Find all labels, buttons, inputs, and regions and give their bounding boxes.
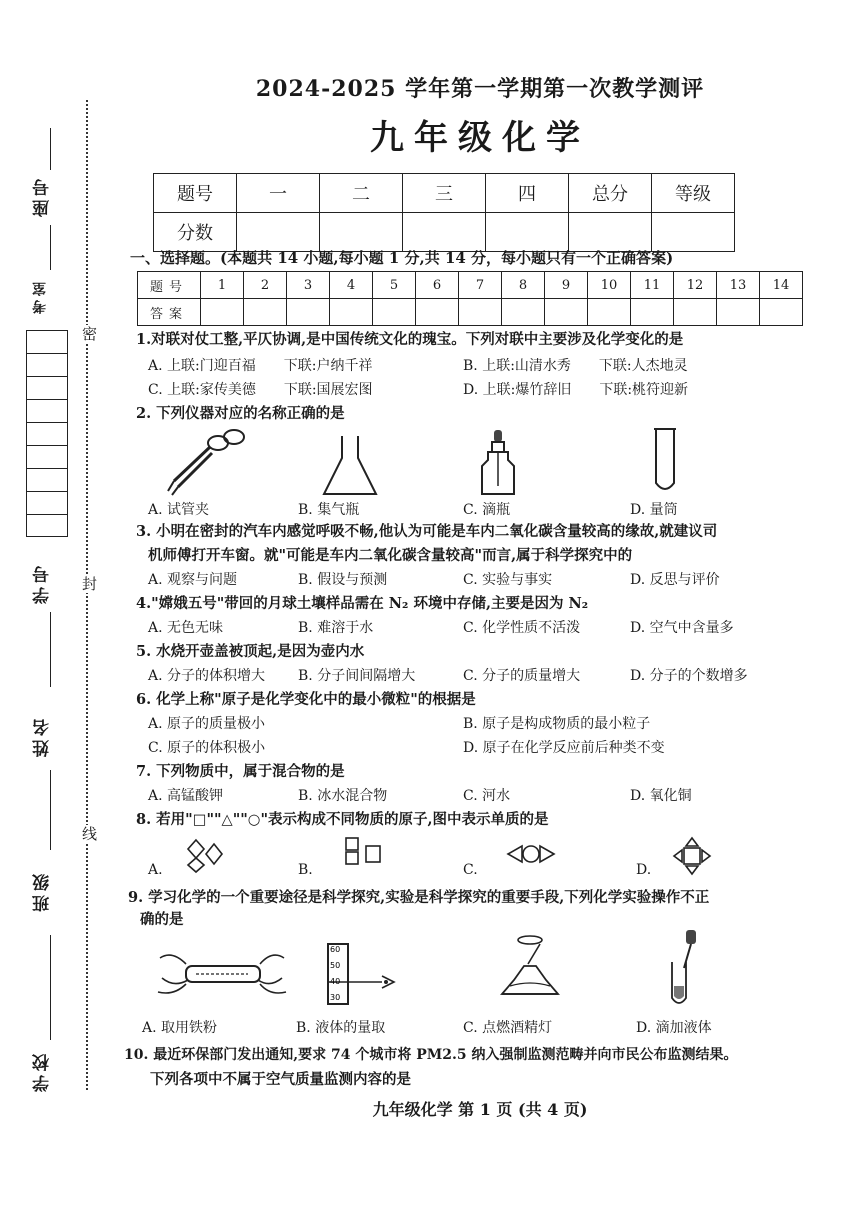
diamond-atoms-figure <box>186 838 226 874</box>
answer-cell[interactable] <box>459 299 502 326</box>
q7-option-c: C. 河水 <box>463 788 511 804</box>
q7-stem: 7. 下列物质中，属于混合物的是 <box>136 763 345 780</box>
score-header-cell: 二 <box>320 174 403 213</box>
exam-title: 2024-2025 学年第一学期第一次教学测评 <box>255 76 705 102</box>
q3-stem-line2: 机师傅打开车窗。就"可能是车内二氧化碳含量较高"而言,属于科学探究中的 <box>148 547 633 564</box>
score-table <box>153 173 735 252</box>
question-number-cell: 7 <box>459 272 502 299</box>
class-line <box>50 770 51 850</box>
score-header-cell: 一 <box>237 174 320 213</box>
score-cell[interactable] <box>403 213 486 252</box>
section-title: 一、选择题。(本题共 14 小题,每小题 1 分,共 14 分，每小题只有一个正确答案) <box>130 249 674 267</box>
student-no-label: 学号 <box>33 562 53 604</box>
q3-option-d: D. 反思与评价 <box>630 572 720 588</box>
binding-strip <box>0 0 130 1216</box>
q6-option-d: D. 原子在化学反应前后种类不变 <box>463 740 665 756</box>
q1-option-b: B. 上联:山清水秀 下联:人杰地灵 <box>463 358 688 374</box>
q1-option-c: C. 上联:家传美德 下联:国展宏图 <box>148 382 373 398</box>
q7-option-a: A. 高锰酸钾 <box>148 788 224 804</box>
answer-cell[interactable] <box>545 299 588 326</box>
tongs-figure <box>160 425 250 497</box>
question-number-cell: 11 <box>631 272 674 299</box>
q3-option-b: B. 假设与预测 <box>298 572 388 588</box>
q2-option-b: B. 集气瓶 <box>298 502 360 518</box>
q2-stem: 2. 下列仪器对应的名称正确的是 <box>136 405 345 422</box>
score-header-cell: 题号 <box>154 174 237 213</box>
q8-option-c: C. <box>463 862 478 878</box>
answer-table <box>137 271 803 326</box>
q4-option-c: C. 化学性质不活泼 <box>463 620 581 636</box>
conical-flask-figure <box>320 432 380 498</box>
seal-char-feng: 封 <box>82 575 98 593</box>
q5-option-a: A. 分子的体积增大 <box>148 668 266 684</box>
q9-option-c: C. 点燃酒精灯 <box>463 1020 553 1036</box>
digit-box[interactable] <box>26 514 68 537</box>
score-header-cell: 等级 <box>652 174 735 213</box>
answer-cell[interactable] <box>631 299 674 326</box>
q6-option-c: C. 原子的体积极小 <box>148 740 266 756</box>
q9-stem-line2: 确的是 <box>140 911 184 928</box>
q2-option-d: D. 量筒 <box>630 502 678 518</box>
answer-row-label: 题号 <box>138 272 201 299</box>
room-line <box>50 225 51 270</box>
question-number-cell: 12 <box>674 272 717 299</box>
q8-option-d: D. <box>636 862 652 878</box>
digit-box[interactable] <box>26 399 68 422</box>
answer-table-number-row <box>138 272 803 299</box>
score-header-cell: 四 <box>486 174 569 213</box>
answer-cell[interactable] <box>330 299 373 326</box>
seal-char-xian: 线 <box>82 825 98 843</box>
q5-option-c: C. 分子的质量增大 <box>463 668 581 684</box>
answer-cell[interactable] <box>287 299 330 326</box>
q7-option-d: D. 氧化铜 <box>630 788 692 804</box>
score-table-score-row <box>154 213 735 252</box>
triangle-circle-atoms-figure <box>506 842 556 866</box>
dropper-tube-figure <box>660 928 710 1010</box>
q1-stem: 1.对联对仗工整,平仄协调,是中国传统文化的瑰宝。下列对联中主要涉及化学变化的是 <box>136 331 684 348</box>
q5-stem: 5. 水烧开壶盖被顶起,是因为壶内水 <box>136 643 365 660</box>
score-row-label: 分数 <box>154 213 237 252</box>
class-label: 班级 <box>33 870 53 912</box>
q8-option-b: B. <box>298 862 313 878</box>
square-atoms-figure <box>344 836 386 872</box>
q3-stem-line1: 3. 小明在密封的汽车内感觉呼吸不畅,他认为可能是车内二氧化碳含量较高的缘故,就建议司 <box>136 523 718 540</box>
q9-option-a: A. 取用铁粉 <box>142 1020 218 1036</box>
q3-option-a: A. 观察与问题 <box>148 572 238 588</box>
question-number-cell: 5 <box>373 272 416 299</box>
digit-box[interactable] <box>26 468 68 491</box>
question-number-cell: 8 <box>502 272 545 299</box>
q9-option-d: D. 滴加液体 <box>636 1020 712 1036</box>
question-number-cell: 4 <box>330 272 373 299</box>
q6-option-a: A. 原子的质量极小 <box>148 716 266 732</box>
cylinder-tick-label: 50 <box>330 961 341 970</box>
q8-stem: 8. 若用"□""△""○"表示构成不同物质的原子,图中表示单质的是 <box>136 811 549 828</box>
digit-box[interactable] <box>26 422 68 445</box>
score-table-header-row <box>154 174 735 213</box>
student-no-boxes <box>26 330 68 537</box>
cross-atoms-figure <box>672 836 712 876</box>
q6-stem: 6. 化学上称"原子是化学变化中的最小微粒"的根据是 <box>136 691 476 708</box>
alcohol-lamp-figure <box>488 934 570 1012</box>
q10-stem-line2: 下列各项中不属于空气质量监测内容的是 <box>150 1071 411 1088</box>
test-tube-figure <box>652 425 678 497</box>
answer-cell[interactable] <box>244 299 287 326</box>
q10-stem-line1: 10. 最近环保部门发出通知,要求 74 个城市将 PM2.5 纳入强制监测范畴并向市民公布监测结果。 <box>124 1047 738 1063</box>
question-number-cell: 10 <box>588 272 631 299</box>
q4-stem: 4."嫦娥五号"带回的月球土壤样品需在 N₂ 环境中存储,主要是因为 N₂ <box>136 595 589 612</box>
answer-cell[interactable] <box>717 299 760 326</box>
q7-option-b: B. 冰水混合物 <box>298 788 388 804</box>
school-line <box>50 935 51 1040</box>
score-cell[interactable] <box>237 213 320 252</box>
seal-char-mi: 密 <box>82 325 98 343</box>
seat-no-line <box>50 128 51 170</box>
answer-cell[interactable] <box>588 299 631 326</box>
question-number-cell: 2 <box>244 272 287 299</box>
q5-option-d: D. 分子的个数增多 <box>630 668 748 684</box>
seal-dotted-line <box>86 100 88 1090</box>
q1-option-a: A. 上联:门迎百福 下联:户纳千祥 <box>148 358 373 374</box>
answer-cell[interactable] <box>760 299 803 326</box>
cylinder-tick-label: 40 <box>330 977 341 986</box>
answer-cell[interactable] <box>416 299 459 326</box>
school-label: 学校 <box>33 1050 53 1092</box>
answer-cell[interactable] <box>201 299 244 326</box>
question-number-cell: 6 <box>416 272 459 299</box>
score-header-cell: 三 <box>403 174 486 213</box>
q4-option-a: A. 无色无味 <box>148 620 224 636</box>
score-header-cell: 总分 <box>569 174 652 213</box>
digit-box[interactable] <box>26 491 68 514</box>
cylinder-tick-label: 60 <box>330 945 341 954</box>
q1-option-d: D. 上联:爆竹辞旧 下联:桃符迎新 <box>463 382 689 398</box>
answer-row-label: 答案 <box>138 299 201 326</box>
q5-option-b: B. 分子间间隔增大 <box>298 668 416 684</box>
score-cell[interactable] <box>569 213 652 252</box>
q2-option-a: A. 试管夹 <box>148 502 210 518</box>
answer-cell[interactable] <box>674 299 717 326</box>
q6-option-b: B. 原子是构成物质的最小粒子 <box>463 716 651 732</box>
digit-box[interactable] <box>26 353 68 376</box>
digit-box[interactable] <box>26 445 68 468</box>
answer-table-answer-row <box>138 299 803 326</box>
question-number-cell: 1 <box>201 272 244 299</box>
q2-option-c: C. 滴瓶 <box>463 502 511 518</box>
question-number-cell: 3 <box>287 272 330 299</box>
name-label: 姓名 <box>33 715 53 757</box>
score-cell[interactable] <box>486 213 569 252</box>
iron-powder-figure <box>156 940 288 1012</box>
question-number-cell: 14 <box>760 272 803 299</box>
score-cell[interactable] <box>652 213 735 252</box>
dropper-bottle-figure <box>480 428 520 498</box>
seat-no-label: 座号 <box>33 175 53 217</box>
q4-option-d: D. 空气中含量多 <box>630 620 734 636</box>
room-label: 考室 <box>32 278 48 314</box>
question-number-cell: 9 <box>545 272 588 299</box>
name-line <box>50 612 51 687</box>
answer-cell[interactable] <box>373 299 416 326</box>
digit-box[interactable] <box>26 330 68 353</box>
q8-option-a: A. <box>148 862 163 878</box>
digit-box[interactable] <box>26 376 68 399</box>
q9-option-b: B. 液体的量取 <box>296 1020 386 1036</box>
cylinder-tick-label: 30 <box>330 993 341 1002</box>
question-number-cell: 13 <box>717 272 760 299</box>
q4-option-b: B. 难溶于水 <box>298 620 374 636</box>
answer-cell[interactable] <box>502 299 545 326</box>
score-cell[interactable] <box>320 213 403 252</box>
page-footer: 九年级化学 第 1 页 (共 4 页) <box>372 1100 588 1119</box>
q9-stem-line1: 9. 学习化学的一个重要途径是科学探究,实验是科学探究的重要手段,下列化学实验操作不正 <box>128 889 710 906</box>
subject-title: 九年级化学 <box>370 118 590 158</box>
graduated-cylinder-figure <box>322 940 402 1006</box>
q3-option-c: C. 实验与事实 <box>463 572 553 588</box>
